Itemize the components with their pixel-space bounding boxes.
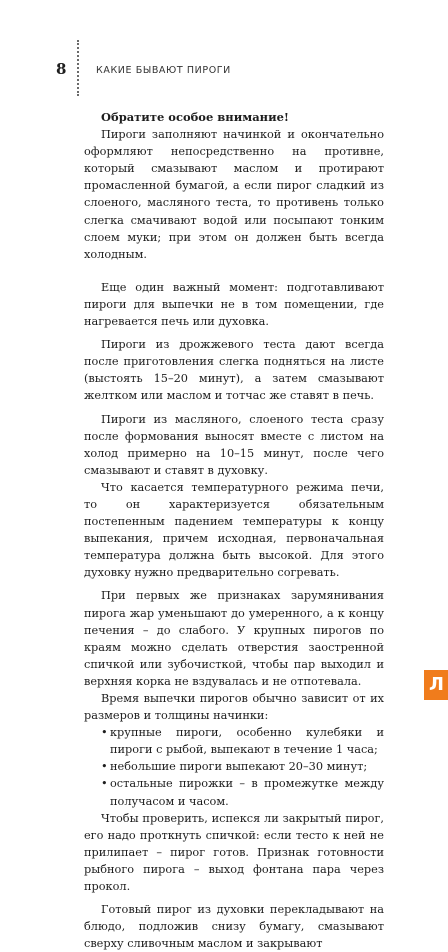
running-title: КАКИЕ БЫВАЮТ ПИРОГИ — [96, 65, 231, 76]
paragraph: Пироги заполняют начинкой и окончательно оформляют непосредственно на противне, который смазывают маслом и протирают промасленной бумагой, а если пирог сладкий из слоеного, масляного теста, то противень только слегка смачивают водой или посыпают тонким слоем муки; при этом он должен быть всегда холодным. — [84, 128, 384, 261]
list-item-text: крупные пироги, особенно кулебяки и пироги с рыбой, выпекают в течение 1 часа; — [110, 726, 384, 757]
page-number: 8 — [56, 60, 67, 78]
paragraph: Время выпечки пирогов обычно зависит от их размеров и толщины начинки: — [84, 692, 384, 723]
paragraph: Пироги из масляного, слоеного теста сразу после формования выносят вместе с листом на холод примерно на 10–15 минут, после чего смазывают и ставят в духовку. — [84, 412, 384, 477]
dotted-divider — [77, 40, 79, 96]
paragraph: Пироги из дрожжевого теста дают всегда после приготовления слегка подняться на листе (выстоять 15–20 минут), а затем смазывают желтком или маслом и тотчас же ставят в печь. — [84, 338, 384, 403]
publisher-logo — [424, 670, 448, 700]
paragraph: Что касается температурного режима печи, то он характеризуется обязательным постепенным падением температуры к концу выпекания, причем исходная, первоначальная температура должна быть высокой. Для этого духовку нужно предварительно согревать. — [84, 480, 384, 580]
bullet-icon: • — [101, 760, 108, 774]
publisher-logo-letter: Л — [429, 674, 444, 695]
list-item — [84, 758, 384, 775]
list-item-text: небольшие пироги выпекают 20–30 минут; — [110, 760, 368, 774]
paragraph: Готовый пирог из духовки перекладывают на блюдо, подложив снизу бумагу, смазывают сверху сливочным маслом и закрывают — [84, 903, 384, 951]
list-item — [84, 775, 384, 809]
list-item-text: остальные пирожки – в промежутке между получасом и часом. — [110, 777, 384, 808]
paragraph: Чтобы проверить, испекся ли закрытый пирог, его надо проткнуть спичкой: если тесто к ней не прилипает – пирог готов. Признак готовности рыбного пирога – выход фонтана пара через прокол. — [84, 811, 384, 894]
baking-time-list — [84, 724, 384, 809]
paragraph: При первых же признаках зарумянивания пирога жар уменьшают до умеренного, а к концу печения – до слабого. У крупных пирогов по краям можно сделать отверстия заостренной спичкой или зубочисткой, чтобы пар выходил и верхняя корка не вздувалась и не отпотевала. — [84, 589, 384, 688]
bullet-icon: • — [101, 726, 108, 740]
bullet-icon: • — [101, 777, 108, 791]
page-body — [84, 93, 384, 952]
section-heading: Обратите особое внимание! — [101, 110, 289, 124]
paragraph: Еще один важный момент: подготавливают пироги для выпечки не в том помещении, где нагревается печь или духовка. — [84, 280, 384, 329]
list-item — [84, 724, 384, 758]
